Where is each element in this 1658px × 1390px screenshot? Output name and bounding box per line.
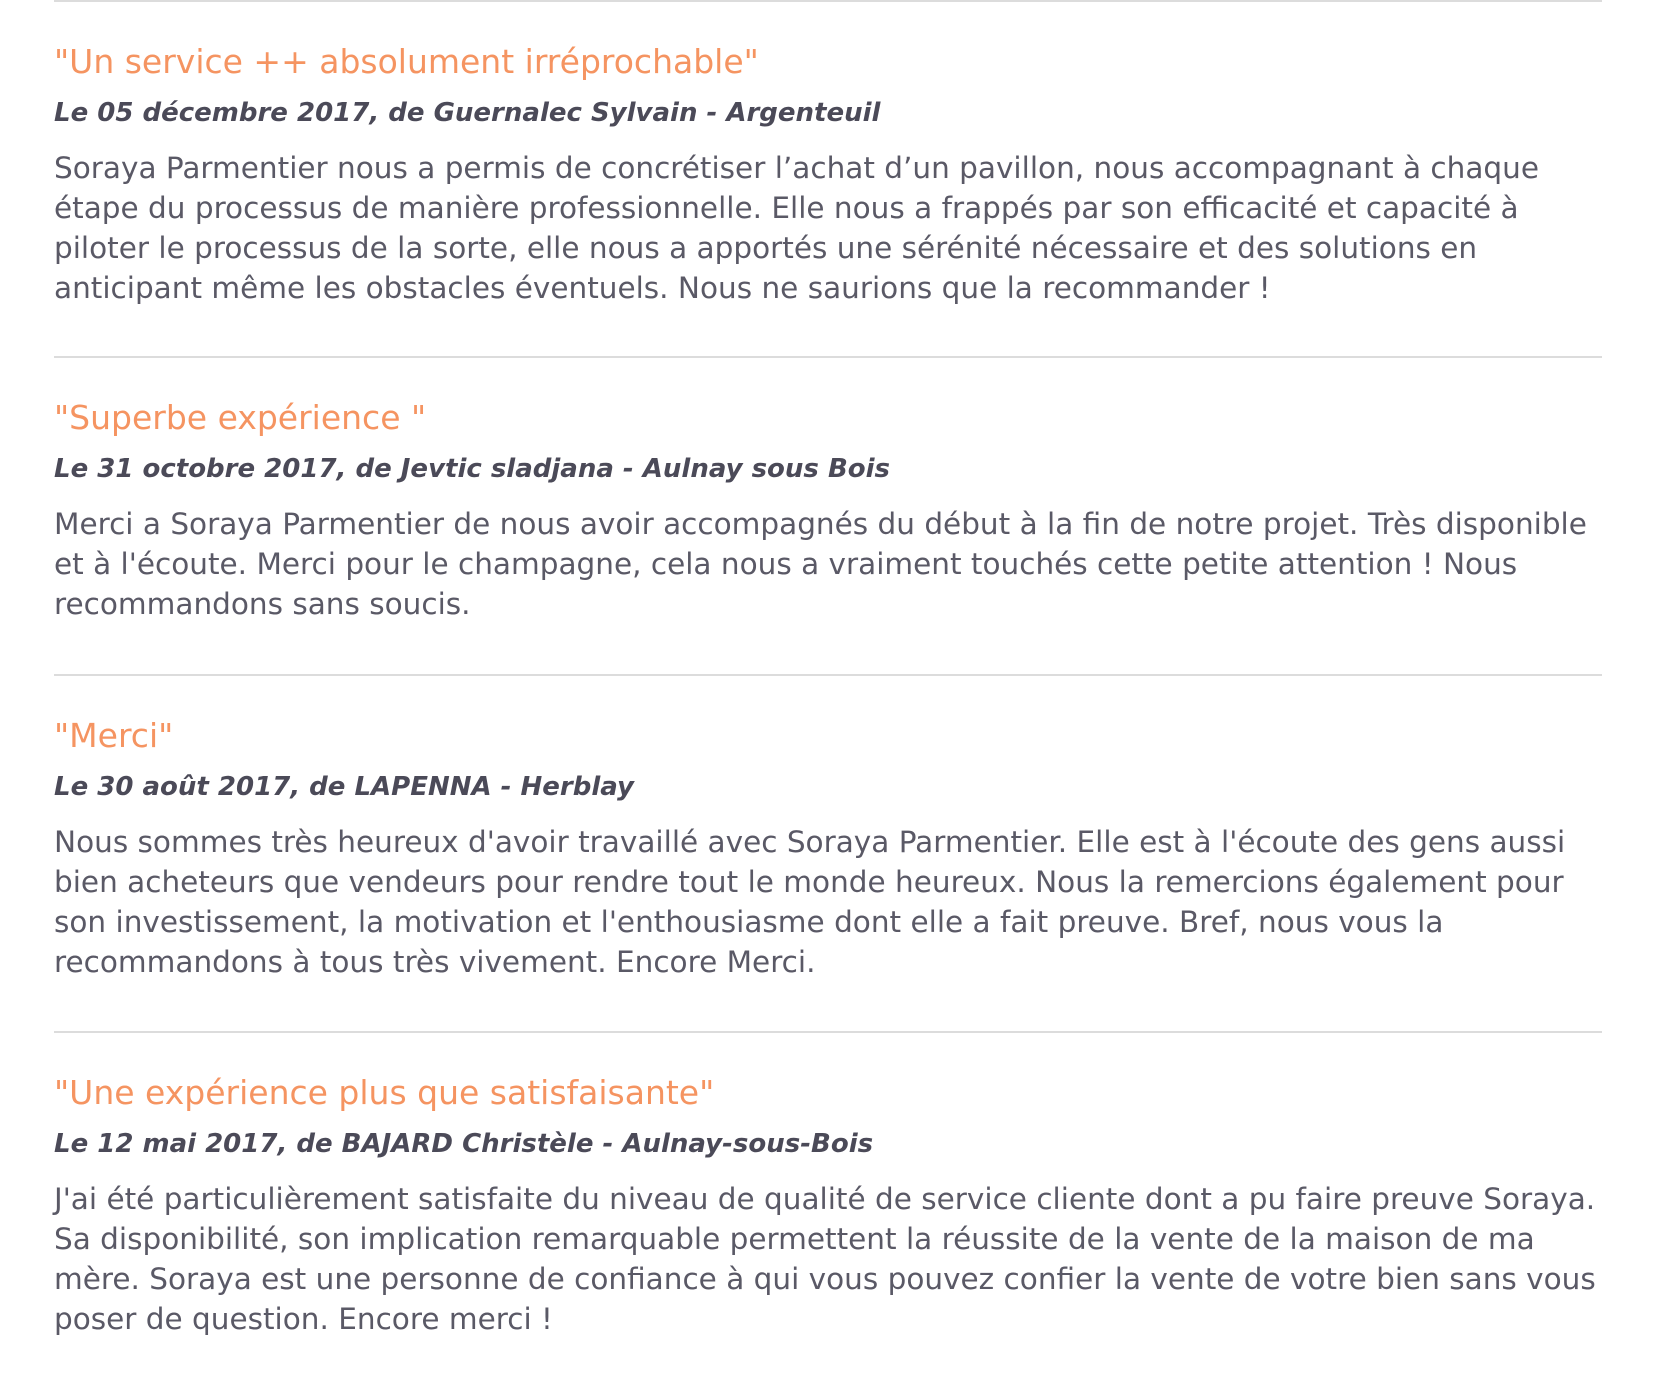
review-body: Merci a Soraya Parmentier de nous avoir accompagnés du début à la fin de notre projet. Très disponible et à l'écoute. Merci pour le champagne, cela nous a vraiment touchés cette petite attention ! Nous recommandons sans soucis. [54,507,1587,621]
review-item [54,0,1602,356]
review-item [54,356,1602,674]
review-title: "Superbe expérience " [54,398,427,437]
review-body: Nous sommes très heureux d'avoir travaillé avec Soraya Parmentier. Elle est à l'écoute des gens aussi bien acheteurs que vendeurs pour rendre tout le monde heureux. Nous la remercions également pour son investissement, la motivation et l'enthousiasme dont elle a fait preuve. Bref, nous vous la recommandons à tous très vivement. Encore Merci. [54,825,1566,979]
reviews-list [54,0,1602,1388]
review-title: "Un service ++ absolument irréprochable" [54,42,759,81]
review-item [54,1031,1602,1388]
review-meta: Le 31 octobre 2017, de Jevtic sladjana - Aulnay sous Bois [54,454,891,484]
review-title: "Une expérience plus que satisfaisante" [54,1073,715,1112]
review-body: Soraya Parmentier nous a permis de concrétiser l’achat d’un pavillon, nous accompagnant à chaque étape du processus de manière professionnelle. Elle nous a frappés par son efficacité et capacité à piloter le processus de la sorte, elle nous a apportés une sérénité nécessaire et des solutions en anticipant même les obstacles éventuels. Nous ne saurions que la recommander ! [54,151,1539,305]
review-item [54,674,1602,1031]
review-meta: Le 05 décembre 2017, de Guernalec Sylvain - Argenteuil [54,98,881,128]
review-meta: Le 30 août 2017, de LAPENNA - Herblay [54,772,634,802]
review-body: J'ai été particulièrement satisfaite du niveau de qualité de service cliente dont a pu faire preuve Soraya. Sa disponibilité, son implication remarquable permettent la réussite de la vente de la maison de ma mère. Soraya est une personne de confiance à qui vous pouvez confier la vente de votre bien sans vous poser de question. Encore merci ! [54,1182,1596,1336]
review-title: "Merci" [54,716,174,755]
review-meta: Le 12 mai 2017, de BAJARD Christèle - Aulnay-sous-Bois [54,1129,874,1159]
